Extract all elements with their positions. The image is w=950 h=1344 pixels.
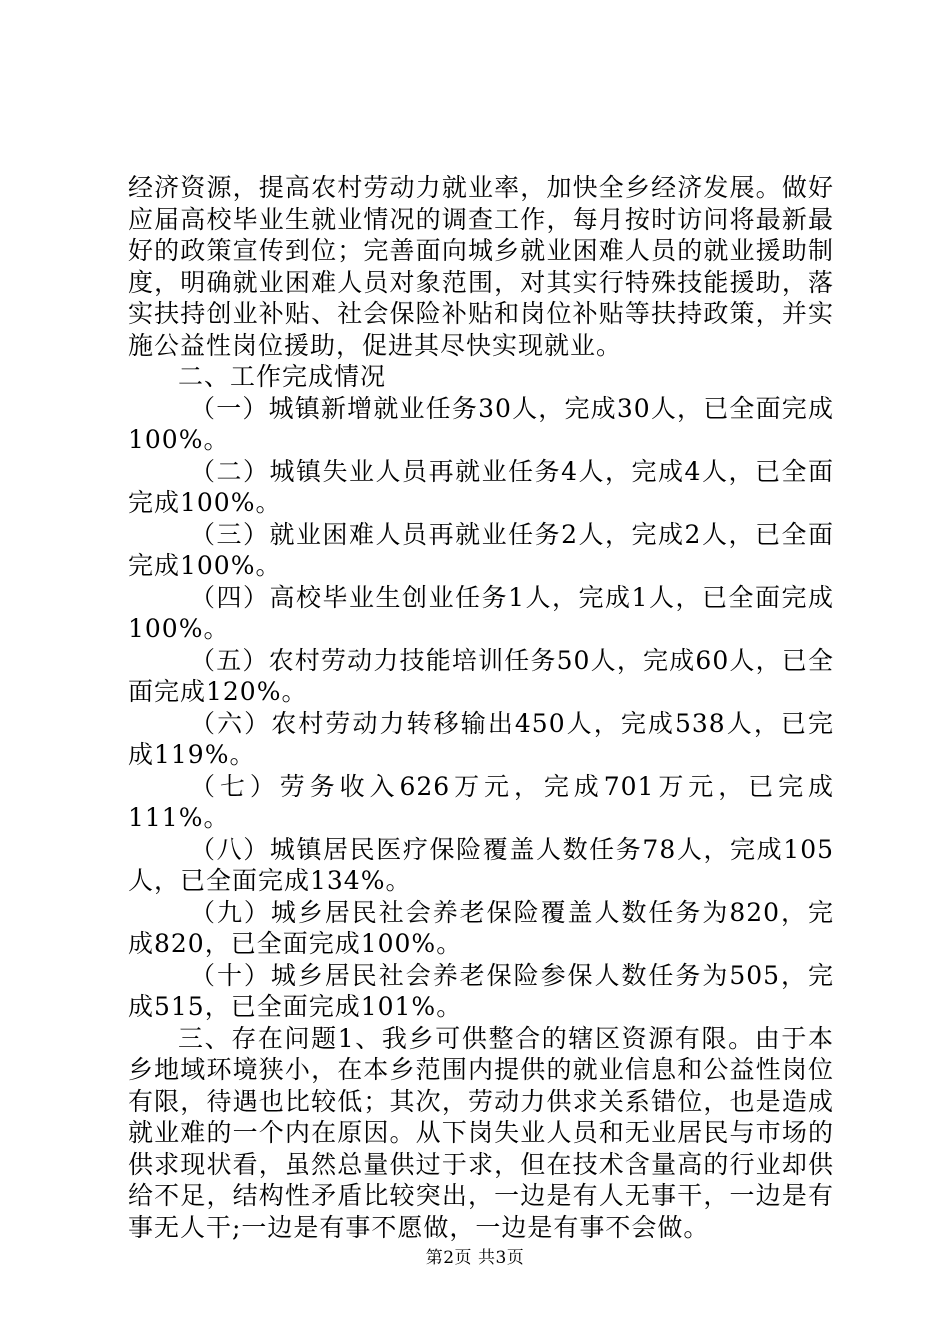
list-item-2: （二）城镇失业人员再就业任务4人，完成4人，已全面完成100%。 [128, 456, 834, 517]
section-heading-work-completion: 二、工作完成情况 [178, 362, 387, 391]
list-item-10: （十）城乡居民社会养老保险参保人数任务为505，完成515，已全面完成101%。 [128, 960, 834, 1021]
list-item-3: （三）就业困难人员再就业任务2人，完成2人，已全面完成100%。 [128, 519, 834, 580]
list-item-5: （五）农村劳动力技能培训任务50人，完成60人，已全面完成120%。 [128, 645, 834, 706]
list-item-1: （一）城镇新增就业任务30人，完成30人，已全面完成100%。 [128, 393, 834, 454]
list-item-6: （六）农村劳动力转移输出450人，完成538人，已完成119%。 [128, 708, 834, 769]
list-item-7: （七）劳务收入626万元，完成701万元，已完成111%。 [128, 771, 834, 832]
paragraph-existing-problems: 三、存在问题1、我乡可供整合的辖区资源有限。由于本乡地域环境狭小，在本乡范围内提供的就业信息和公益性岗位有限，待遇也比较低；其次，劳动力供求关系错位，也是造成就业难的一个内在原因。从下岗失业人员和无业居民与市场的供求现状看，虽然总量供过于求，但在技术含量高的行业却供给不足，结构性矛盾比较突出，一边是有人无事干，一边是有事无人干;一边是有事不愿做，一边是有事不会做。 [128, 1023, 834, 1242]
list-item-9: （九）城乡居民社会养老保险覆盖人数任务为820，完成820，已全面完成100%。 [128, 897, 834, 958]
list-item-4: （四）高校毕业生创业任务1人，完成1人，已全面完成100%。 [128, 582, 834, 643]
page-footer: 第2页 共3页 [425, 1248, 525, 1268]
list-item-8: （八）城镇居民医疗保险覆盖人数任务78人，完成105人，已全面完成134%。 [128, 834, 834, 895]
paragraph-intro-continuation: 经济资源，提高农村劳动力就业率，加快全乡经济发展。做好应届高校毕业生就业情况的调查工作，每月按时访问将最新最好的政策宣传到位；完善面向城乡就业困难人员的就业援助制度，明确就业困难人员对象范围，对其实行特殊技能援助，落实扶持创业补贴、社会保险补贴和岗位补贴等扶持政策，并实施公益性岗位援助，促进其尽快实现就业。 [128, 173, 834, 360]
document-body [128, 172, 834, 1243]
